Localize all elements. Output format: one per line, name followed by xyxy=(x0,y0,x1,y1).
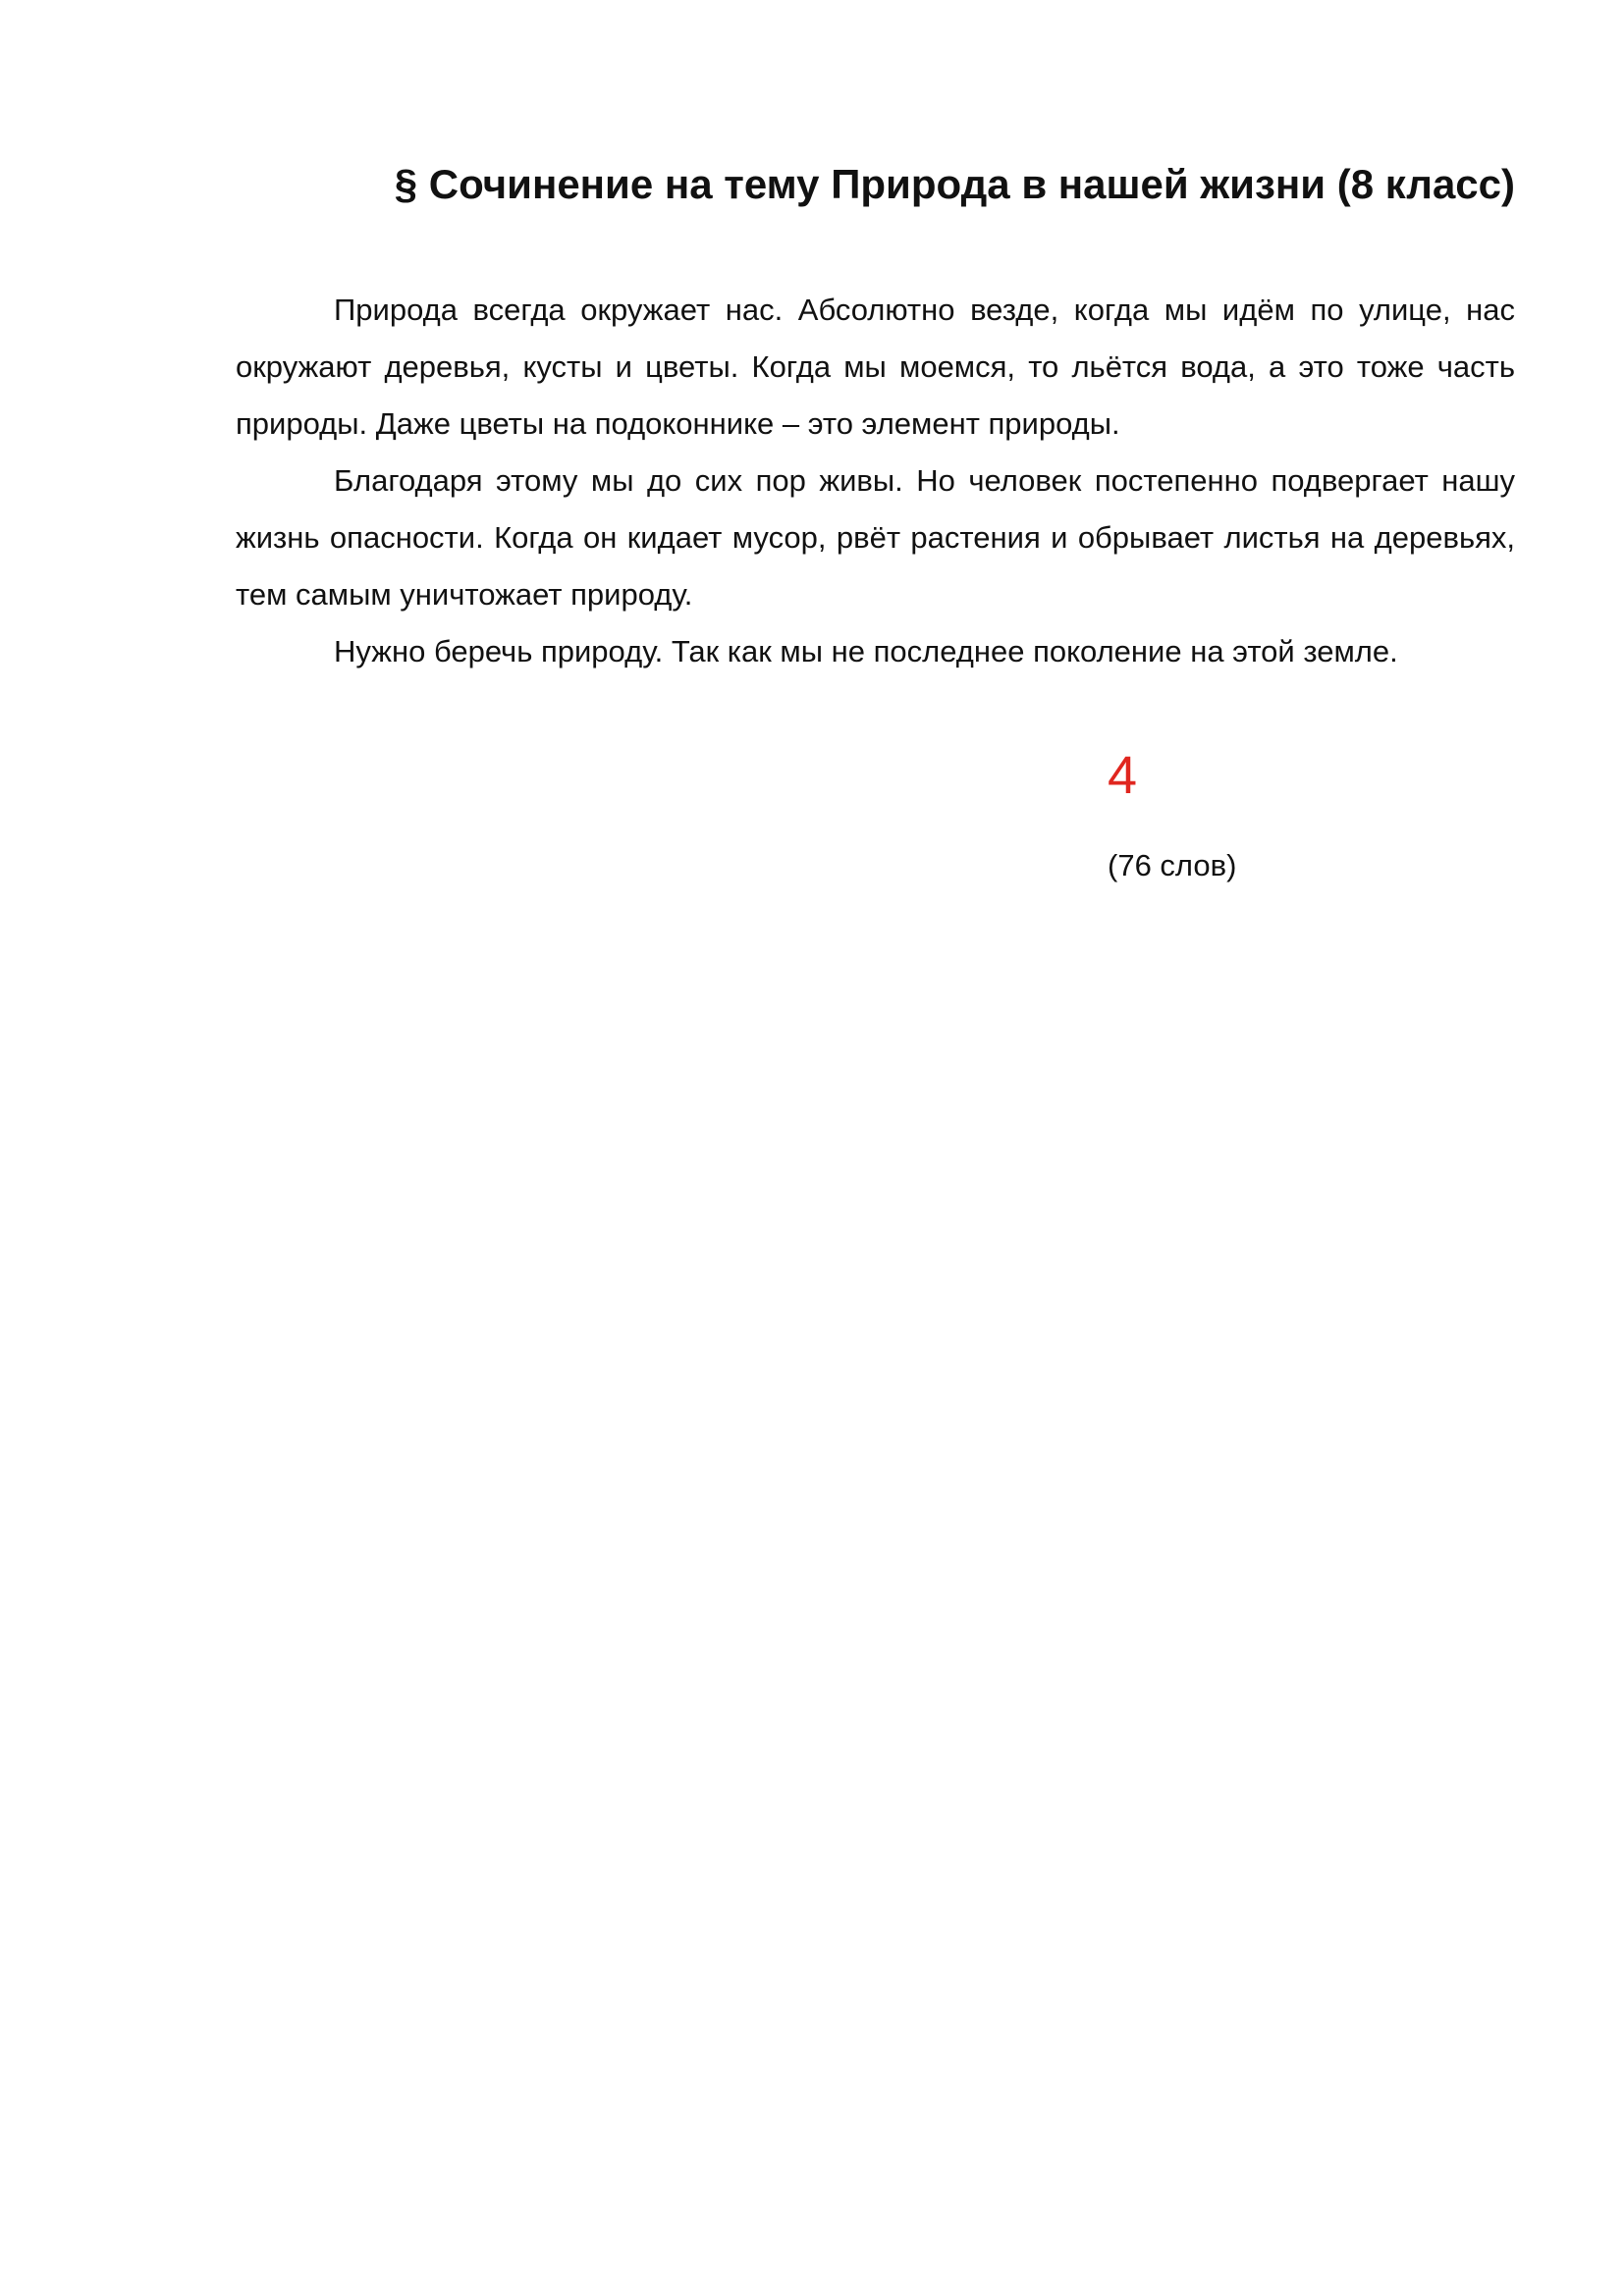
page-title: § Сочинение на тему Природа в нашей жизни (8 класс) xyxy=(394,161,1515,207)
grade-mark: 4 xyxy=(1108,746,1138,805)
essay-body xyxy=(236,282,1515,680)
paragraph-3: Нужно беречь природу. Так как мы не последнее поколение на этой земле. xyxy=(334,634,1398,668)
paragraph-2: Благодаря этому мы до сих пор живы. Но человек постепенно подвергает нашу жизнь опасности. Когда он кидает мусор, рвёт растения и обрывает листья на деревьях, тем самым уничтожает природу. xyxy=(236,463,1515,612)
paragraph-1: Природа всегда окружает нас. Абсолютно везде, когда мы идём по улице, нас окружают деревья, кусты и цветы. Когда мы моемся, то льётся вода, а это тоже часть природы. Даже цветы на подоконнике – это элемент природы. xyxy=(236,293,1515,441)
word-count: (76 слов) xyxy=(1108,848,1237,882)
